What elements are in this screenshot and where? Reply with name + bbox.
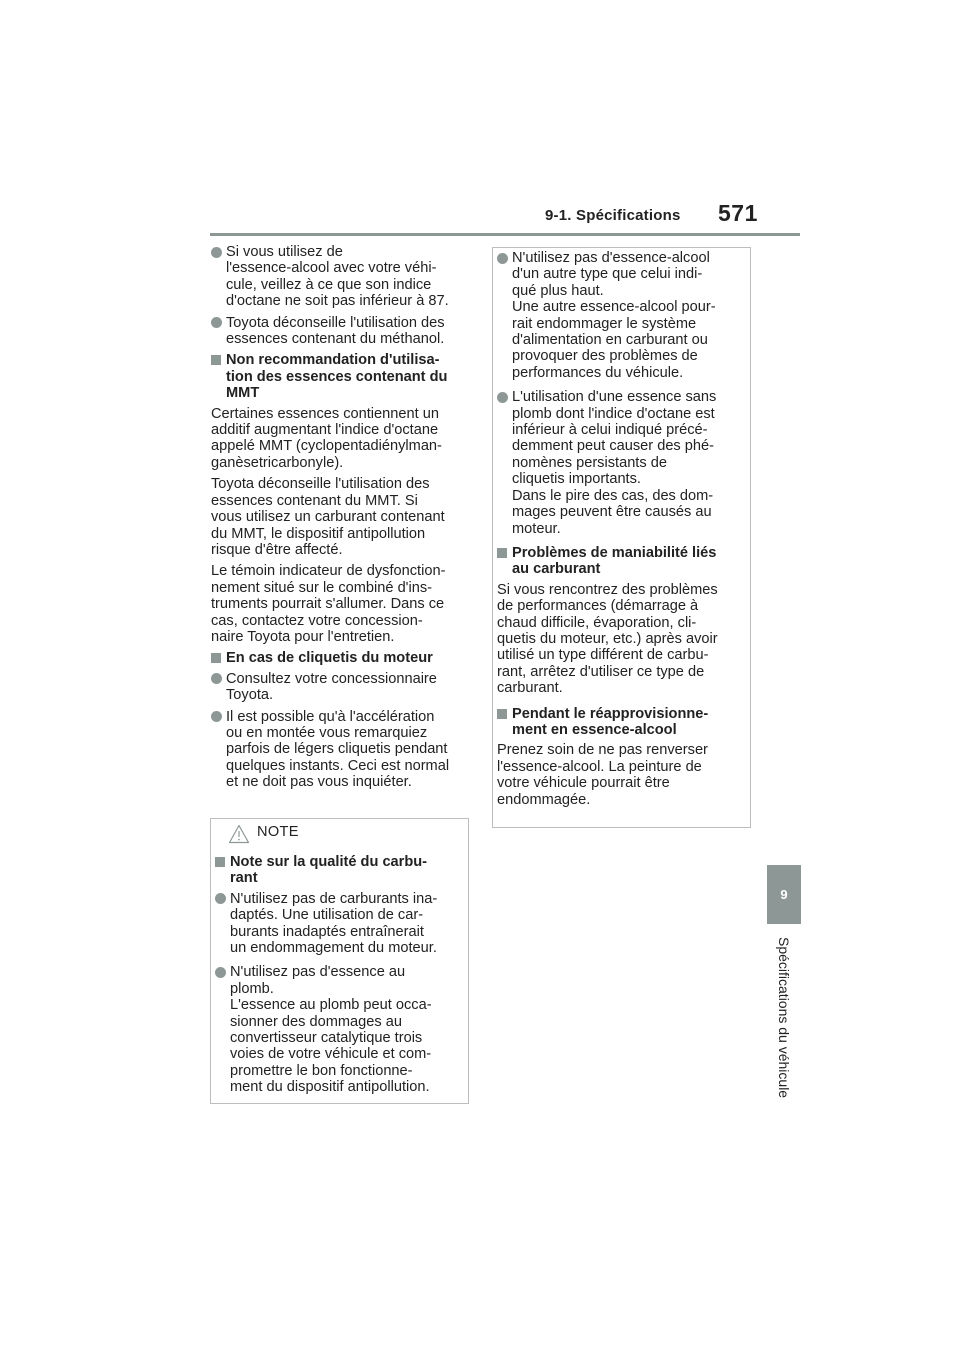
note-continued-body — [497, 250, 749, 813]
list-item-text: N'utilisez pas de carburants ina- daptés. Une utilisation de car- burants inadaptés entraînerait un endommagement du moteur. — [230, 890, 438, 957]
paragraph: Toyota déconseille l'utilisation des essences contenant du MMT. Si vous utilisez un carburant contenant du MMT, le dispositif antipollution risque d'être affecté. — [211, 476, 445, 558]
list-item — [497, 250, 749, 381]
note-body — [215, 854, 465, 1104]
list-item — [211, 315, 473, 348]
heading-text: Pendant le réapprovisionne- ment en essence-alcool — [512, 705, 709, 738]
list-item-text: Consultez votre concessionnaire Toyota. — [226, 670, 437, 704]
bullet-icon — [211, 673, 222, 684]
list-item — [211, 709, 473, 791]
bullet-icon — [497, 253, 508, 264]
note-label: NOTE — [257, 824, 299, 840]
section-heading — [211, 352, 473, 401]
list-item-text: Il est possible qu'à l'accélération ou en montée vous remarquiez parfois de légers cliquetis pendant quelques instants. Ceci est normal et ne doit pas vous inquiéter. — [226, 708, 450, 791]
square-bullet-icon — [215, 857, 225, 867]
list-item-text: N'utilisez pas d'essence-alcool d'un autre type que celui indi- qué plus haut. Une autre essence-alcool pour- rait endommager le système d'alimentation en carburant ou provoquer des problèmes de performances du véhicule. — [512, 250, 716, 381]
note-heading — [215, 854, 465, 887]
chapter-label — [770, 937, 798, 1137]
section-heading — [497, 706, 749, 739]
bullet-icon — [211, 317, 222, 328]
list-item-text: N'utilisez pas d'essence au plomb. L'essence au plomb peut occa- sionner des dommages au convertisseur catalytique trois voies de votre véhicule et com- promettre le bon fonctionne- ment du dispositif antipollution. — [230, 964, 432, 1096]
chapter-label-text: Spécifications du véhicule — [776, 937, 792, 1099]
chapter-tab — [767, 865, 801, 924]
warning-triangle-icon — [228, 824, 250, 844]
note-header — [211, 819, 468, 848]
section-heading — [497, 545, 749, 578]
list-item-text: Si vous utilisez de l'essence-alcool avec votre véhi- cule, veillez à ce que son indice d'octane ne soit pas inférieur à 87. — [226, 244, 449, 310]
square-bullet-icon — [211, 355, 221, 365]
left-column — [211, 244, 473, 796]
heading-text: Non recommandation d'utilisa- tion des essences contenant du MMT — [226, 352, 448, 402]
section-title: 9-1. Spécifications — [545, 207, 681, 224]
paragraph: Si vous rencontrez des problèmes de performances (démarrage à chaud difficile, évaporation, cli- quetis du moteur, etc.) après avoir utilisé un type différent de carbu- rant, arrêtez d'utiliser ce type de carburant. — [497, 581, 718, 697]
list-item-text: Toyota déconseille l'utilisation des essences contenant du méthanol. — [226, 314, 445, 348]
bullet-icon — [497, 392, 508, 403]
bullet-icon — [215, 893, 226, 904]
paragraph: Le témoin indicateur de dysfonction- nement situé sur le combiné d'ins- truments pourrait s'allumer. Dans ce cas, contactez votre concession- naire Toyota pour l'entretien. — [211, 563, 446, 645]
bullet-icon — [215, 967, 226, 978]
paragraph: Certaines essences contiennent un additif augmentant l'indice d'octane appelé MMT (cyclopentadiénylman- ganèsetricarbonyle). — [211, 405, 442, 471]
heading-text: Problèmes de maniabilité liés au carburant — [512, 544, 717, 578]
heading-text: Note sur la qualité du carbu- rant — [230, 854, 428, 887]
list-item — [211, 671, 473, 704]
bullet-icon — [211, 711, 222, 722]
list-item — [215, 891, 465, 957]
paragraph: Prenez soin de ne pas renverser l'essence-alcool. La peinture de votre véhicule pourrait être endommagée. — [497, 742, 708, 808]
square-bullet-icon — [211, 653, 221, 663]
note-box — [210, 818, 469, 1104]
note-continued-box — [492, 247, 751, 828]
list-item — [497, 389, 749, 537]
list-item-text: L'utilisation d'une essence sans plomb dont l'indice d'octane est inférieur à celui indiqué précé- demment peut causer des phé- nomènes persistants de cliquetis importants. Dans le pire des cas, des dom- mages peuvent être causés au moteur. — [512, 389, 717, 537]
page-number: 571 — [718, 200, 758, 226]
heading-text: En cas de cliquetis du moteur — [226, 650, 433, 667]
chapter-number: 9 — [780, 887, 788, 902]
bullet-icon — [211, 247, 222, 258]
list-item — [211, 244, 473, 310]
section-heading — [211, 650, 473, 666]
square-bullet-icon — [497, 709, 507, 719]
header-rule — [210, 233, 800, 236]
list-item — [215, 964, 465, 1095]
square-bullet-icon — [497, 548, 507, 558]
